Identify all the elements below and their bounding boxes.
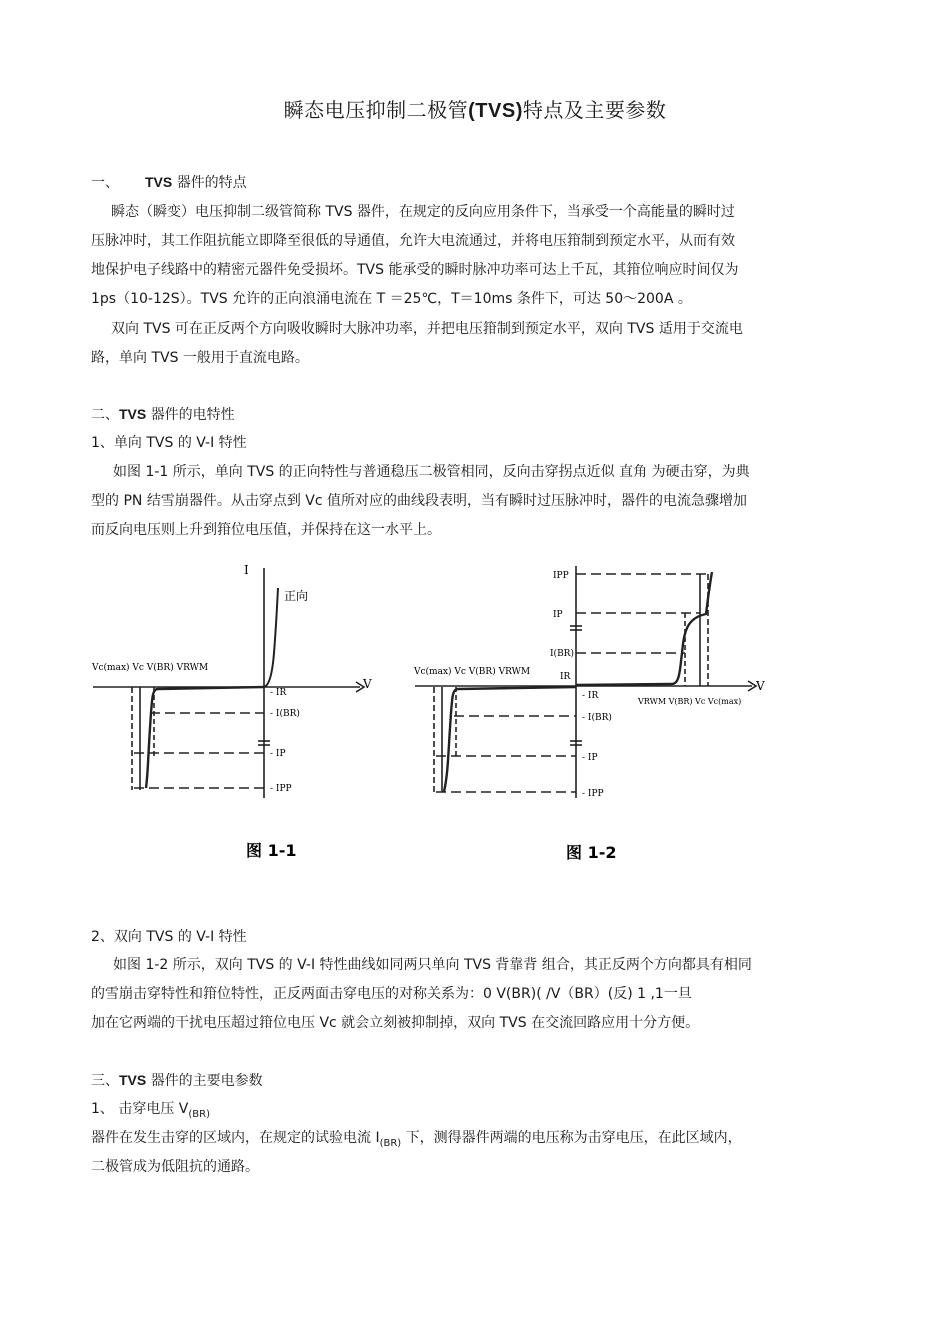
forward-label: 正向	[284, 589, 309, 603]
paragraph-line: 的雪崩击穿特性和箝位特性，正反两面击穿电压的对称关系为：0 V(BR)( /V（BR）(反) 1 ,1一旦	[91, 986, 692, 1002]
section-number: 一、	[91, 175, 119, 191]
section-title: 器件的特点	[176, 175, 247, 191]
title-text-end: 特点及主要参数	[522, 98, 667, 122]
section-2-paragraph-2	[91, 951, 863, 1038]
i-axis-label: I	[244, 563, 249, 577]
section-2-paragraph-1	[91, 458, 863, 545]
label-ipp: IPP	[553, 571, 569, 581]
section-1-paragraph-1	[91, 198, 863, 314]
figure-1-1-caption: 图 1-1	[246, 841, 297, 860]
section-1-paragraph-2	[91, 315, 863, 373]
v-axis-label: V	[756, 679, 765, 693]
section-title: 器件的电特性	[150, 407, 235, 423]
figure-1-2-caption: 图 1-2	[566, 843, 617, 862]
parameter-subscript: (BR)	[188, 1108, 211, 1120]
section-number: 二、	[91, 407, 119, 423]
description-text: 器件在发生击穿的区域内，在规定的试验电流 I	[91, 1130, 380, 1146]
paragraph-line: 型的 PN 结雪崩器件。从击穿点到 Vc 值所对应的曲线段表明，当有瞬时过压脉冲时，器件的电流急骤增加	[91, 493, 747, 509]
section-bold: TVS	[119, 1072, 147, 1088]
section-3-heading	[91, 1070, 263, 1090]
reverse-curve	[146, 687, 264, 788]
parameter-1-heading	[91, 1098, 210, 1120]
current-label-ir: - IR	[582, 691, 599, 701]
section-bold: TVS	[145, 174, 173, 190]
paragraph-line: 如图 1-1 所示，单向 TVS 的正向特性与普通稳压二极管相同，反向击穿拐点近似 直角 为硬击穿，为典	[113, 464, 750, 480]
current-label-ibr: - I(BR)	[582, 713, 612, 723]
label-ir: IR	[560, 672, 571, 682]
paragraph-line: 路，单向 TVS 一般用于直流电路。	[91, 350, 309, 366]
description-subscript: (BR)	[379, 1137, 402, 1149]
positive-curve	[576, 572, 712, 685]
negative-curve	[444, 687, 576, 792]
paragraph-line: 而反向电压则上升到箝位电压值，并保持在这一水平上。	[91, 522, 441, 538]
v-axis-label: V	[363, 677, 372, 691]
voltage-labels-right: VRWM V(BR) Vc Vc(max)	[638, 697, 742, 706]
paragraph-line: 地保护电子线路中的精密元器件免受损坏。TVS 能承受的瞬时脉冲功率可达上千瓦，其箝位响应时间仅为	[91, 262, 739, 278]
current-label-ir: - IR	[270, 688, 287, 698]
current-label-ip: - IP	[582, 753, 598, 763]
figure-1-1	[88, 558, 388, 868]
figure-1-2	[410, 558, 770, 868]
paragraph-line: 1ps（10-12S）。TVS 允许的正向浪涌电流在 T ＝25℃，T＝10ms 条件下，可达 50～200A 。	[91, 291, 692, 307]
section-number: 三、	[91, 1073, 119, 1089]
label-ibr: I(BR)	[550, 649, 574, 659]
subsection-2-heading: 2、双向 TVS 的 V-I 特性	[91, 929, 247, 945]
subsection-1-heading: 1、单向 TVS 的 V-I 特性	[91, 435, 247, 451]
current-label-ibr: - I(BR)	[270, 709, 300, 719]
current-label-ip: - IP	[270, 749, 286, 759]
paragraph-line: 加在它两端的干扰电压超过箝位电压 Vc 就会立刻被抑制掉，双向 TVS 在交流回路应用十分方便。	[91, 1015, 700, 1031]
section-1-heading	[91, 172, 247, 192]
paragraph-line: 如图 1-2 所示，双向 TVS 的 V-I 特性曲线如同两只单向 TVS 背靠背 组合，其正反两个方向都具有相同	[113, 957, 752, 973]
document-title	[0, 94, 950, 123]
parameter-1-description-line-2: 二极管成为低阻抗的通路。	[91, 1159, 259, 1175]
label-ip: IP	[553, 610, 563, 620]
current-label-ipp: - IPP	[270, 784, 292, 794]
paragraph-line: 压脉冲时，其工作阻抗能立即降至很低的导通值，允许大电流通过，并将电压箝制到预定水平，从而有效	[91, 233, 735, 249]
forward-curve	[264, 588, 278, 687]
description-text-end: 下，测得器件两端的电压称为击穿电压，在此区域内，	[401, 1130, 742, 1146]
voltage-labels: Vc(max) Vc V(BR) VRWM	[92, 663, 209, 673]
title-text: 瞬态电压抑制二极管	[283, 98, 469, 122]
parameter-title: 1、 击穿电压 V	[91, 1101, 189, 1117]
paragraph-line: 双向 TVS 可在正反两个方向吸收瞬时大脉冲功率，并把电压箝制到预定水平，双向 TVS 适用于交流电	[111, 321, 743, 337]
title-bold-text: (TVS)	[468, 100, 523, 122]
parameter-1-description-line-1	[91, 1127, 742, 1149]
section-bold: TVS	[119, 406, 147, 422]
section-2-heading	[91, 404, 235, 424]
section-title: 器件的主要电参数	[150, 1073, 263, 1089]
paragraph-line: 瞬态（瞬变）电压抑制二级管简称 TVS 器件，在规定的反向应用条件下，当承受一个高能量的瞬时过	[111, 204, 735, 220]
voltage-labels-left: Vc(max) Vc V(BR) VRWM	[414, 667, 531, 677]
current-label-ipp: - IPP	[582, 789, 604, 799]
